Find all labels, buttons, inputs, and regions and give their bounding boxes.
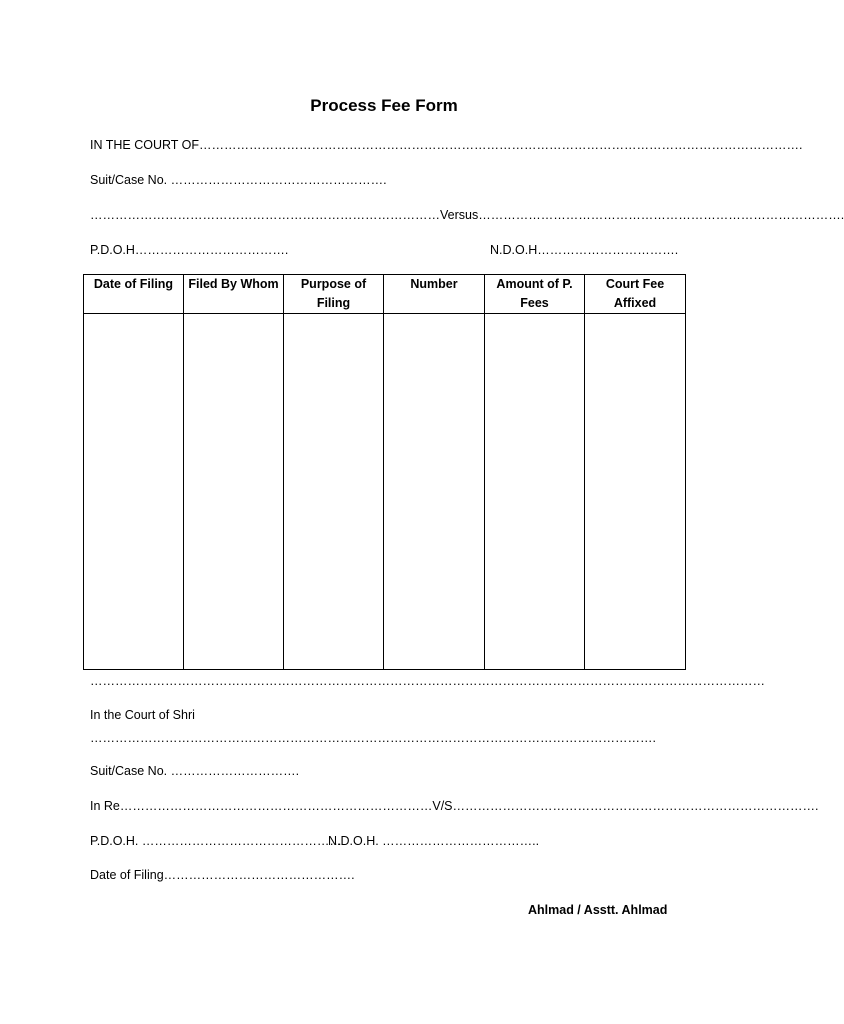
separator-line: ……………………………………………………………………………………………………………………………………………… xyxy=(90,674,765,688)
col-header-court-fee-affixed: Court Fee Affixed xyxy=(585,275,686,314)
filed-by-whom-cell[interactable] xyxy=(184,314,284,670)
table-row xyxy=(84,314,686,670)
pdoh-line: P.D.O.H………………………………. xyxy=(90,243,289,257)
col-header-amount-of-p-fees: Amount of P. Fees xyxy=(485,275,585,314)
col-header-date-of-filing: Date of Filing xyxy=(84,275,184,314)
purpose-of-filing-cell[interactable] xyxy=(284,314,384,670)
bottom-suit-case-line: Suit/Case No. …………………………. xyxy=(90,764,300,778)
amount-of-p-fees-cell[interactable] xyxy=(485,314,585,670)
court-of-shri-label: In the Court of Shri xyxy=(90,708,195,722)
in-re-line: In Re…………………………………………………………………V/S……………………………………………………………………………. xyxy=(90,799,819,813)
versus-line: …………………………………………………………………………Versus……………………………………………………………………………. xyxy=(90,208,844,222)
col-header-purpose-of-filing: Purpose of Filing xyxy=(284,275,384,314)
signature-label: Ahlmad / Asstt. Ahlmad xyxy=(528,903,668,917)
court-of-line: IN THE COURT OF………………………………………………………………………………………………………………………………. xyxy=(90,138,803,152)
form-title: Process Fee Form xyxy=(310,96,458,115)
court-fee-affixed-cell[interactable] xyxy=(585,314,686,670)
bottom-pdoh-line: P.D.O.H. ………………………………………… xyxy=(90,834,342,848)
ndoh-line: N.D.O.H……………………………. xyxy=(490,243,679,257)
date-of-filing-cell[interactable] xyxy=(84,314,184,670)
col-header-filed-by-whom: Filed By Whom xyxy=(184,275,284,314)
number-cell[interactable] xyxy=(384,314,485,670)
col-header-number: Number xyxy=(384,275,485,314)
process-fee-table xyxy=(83,274,686,670)
bottom-ndoh-line: N.D.O.H. ……………………………….. xyxy=(328,834,540,848)
court-of-shri-dots: ………………………………………………………………………………………………………………………. xyxy=(90,731,656,745)
date-of-filing-line: Date of Filing………………………………………. xyxy=(90,868,355,882)
table-header-row xyxy=(84,275,686,314)
suit-case-line: Suit/Case No. ……………………………………………. xyxy=(90,173,387,187)
